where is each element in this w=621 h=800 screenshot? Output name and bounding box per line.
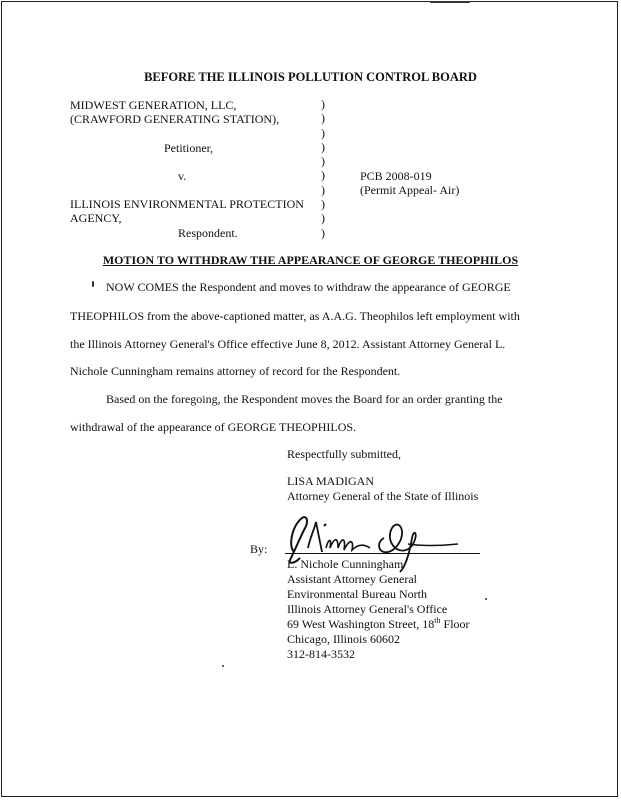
paren: )	[321, 111, 325, 126]
scan-artifact	[485, 598, 487, 600]
signer-name: L. Nichole Cunningham	[287, 557, 404, 571]
floor-text: Floor	[440, 617, 470, 631]
petitioner-role: Petitioner,	[164, 141, 214, 155]
signature-line	[285, 553, 480, 554]
document-heading: BEFORE THE ILLINOIS POLLUTION CONTROL BOARD	[144, 70, 477, 84]
closing: Respectfully submitted,	[287, 447, 401, 461]
paren: )	[321, 139, 325, 154]
signatory-name: LISA MADIGAN	[287, 474, 374, 488]
signer-title: Assistant Attorney General	[287, 572, 417, 586]
respondent-role: Respondent.	[178, 226, 238, 240]
case-type: (Permit Appeal- Air)	[360, 183, 460, 197]
case-number: PCB 2008-019	[360, 169, 432, 183]
paren: )	[321, 211, 325, 226]
signer-phone: 312-814-3532	[287, 647, 355, 661]
street-text: 69 West Washington Street, 18	[287, 617, 435, 631]
scan-artifact	[430, 1, 470, 3]
signatory-header	[287, 474, 478, 504]
signer-block	[287, 557, 470, 662]
paren: )	[321, 197, 325, 212]
paragraph-2-line-1: Based on the foregoing, the Respondent moves the Board for an order granting the	[106, 392, 503, 406]
scan-artifact	[92, 281, 94, 287]
respondent-name-line1: ILLINOIS ENVIRONMENTAL PROTECTION	[70, 197, 304, 211]
signer-bureau: Environmental Bureau North	[287, 587, 427, 601]
by-label: By:	[250, 542, 268, 556]
paren: )	[321, 182, 325, 197]
signer-address-city: Chicago, Illinois 60602	[287, 632, 400, 646]
signer-office: Illinois Attorney General's Office	[287, 602, 448, 616]
paragraph-1-line-4: Nichole Cunningham remains attorney of record for the Respondent.	[70, 364, 401, 378]
paragraph-1-line-1: NOW COMES the Respondent and moves to withdraw the appearance of GEORGE	[106, 280, 511, 294]
paragraph-1-line-2: THEOPHILOS from the above-captioned matter, as A.A.G. Theophilos left employment with	[70, 309, 520, 323]
paragraph-1-line-3: the Illinois Attorney General's Office effective June 8, 2012. Assistant Attorney General L.	[70, 337, 506, 351]
versus: v.	[178, 169, 187, 183]
signatory-title: Attorney General of the State of Illinois	[287, 489, 479, 503]
signer-address-street	[287, 617, 470, 632]
paren: )	[321, 225, 325, 240]
caption-parentheses	[321, 97, 331, 240]
paren: )	[321, 168, 325, 183]
paren: )	[321, 125, 325, 140]
motion-title: MOTION TO WITHDRAW THE APPEARANCE OF GEORGE THEOPHILOS	[102, 253, 519, 267]
paren: )	[321, 154, 325, 169]
respondent-name-line2: AGENCY,	[70, 211, 122, 225]
paragraph-2-line-2: withdrawal of the appearance of GEORGE THEOPHILOS.	[70, 420, 357, 434]
petitioner-name-line1: MIDWEST GENERATION, LLC,	[70, 98, 237, 112]
street-superscript: th	[434, 616, 441, 625]
paren: )	[321, 97, 325, 111]
scan-artifact	[222, 665, 224, 667]
petitioner-name-line2: (CRAWFORD GENERATING STATION),	[70, 112, 280, 126]
